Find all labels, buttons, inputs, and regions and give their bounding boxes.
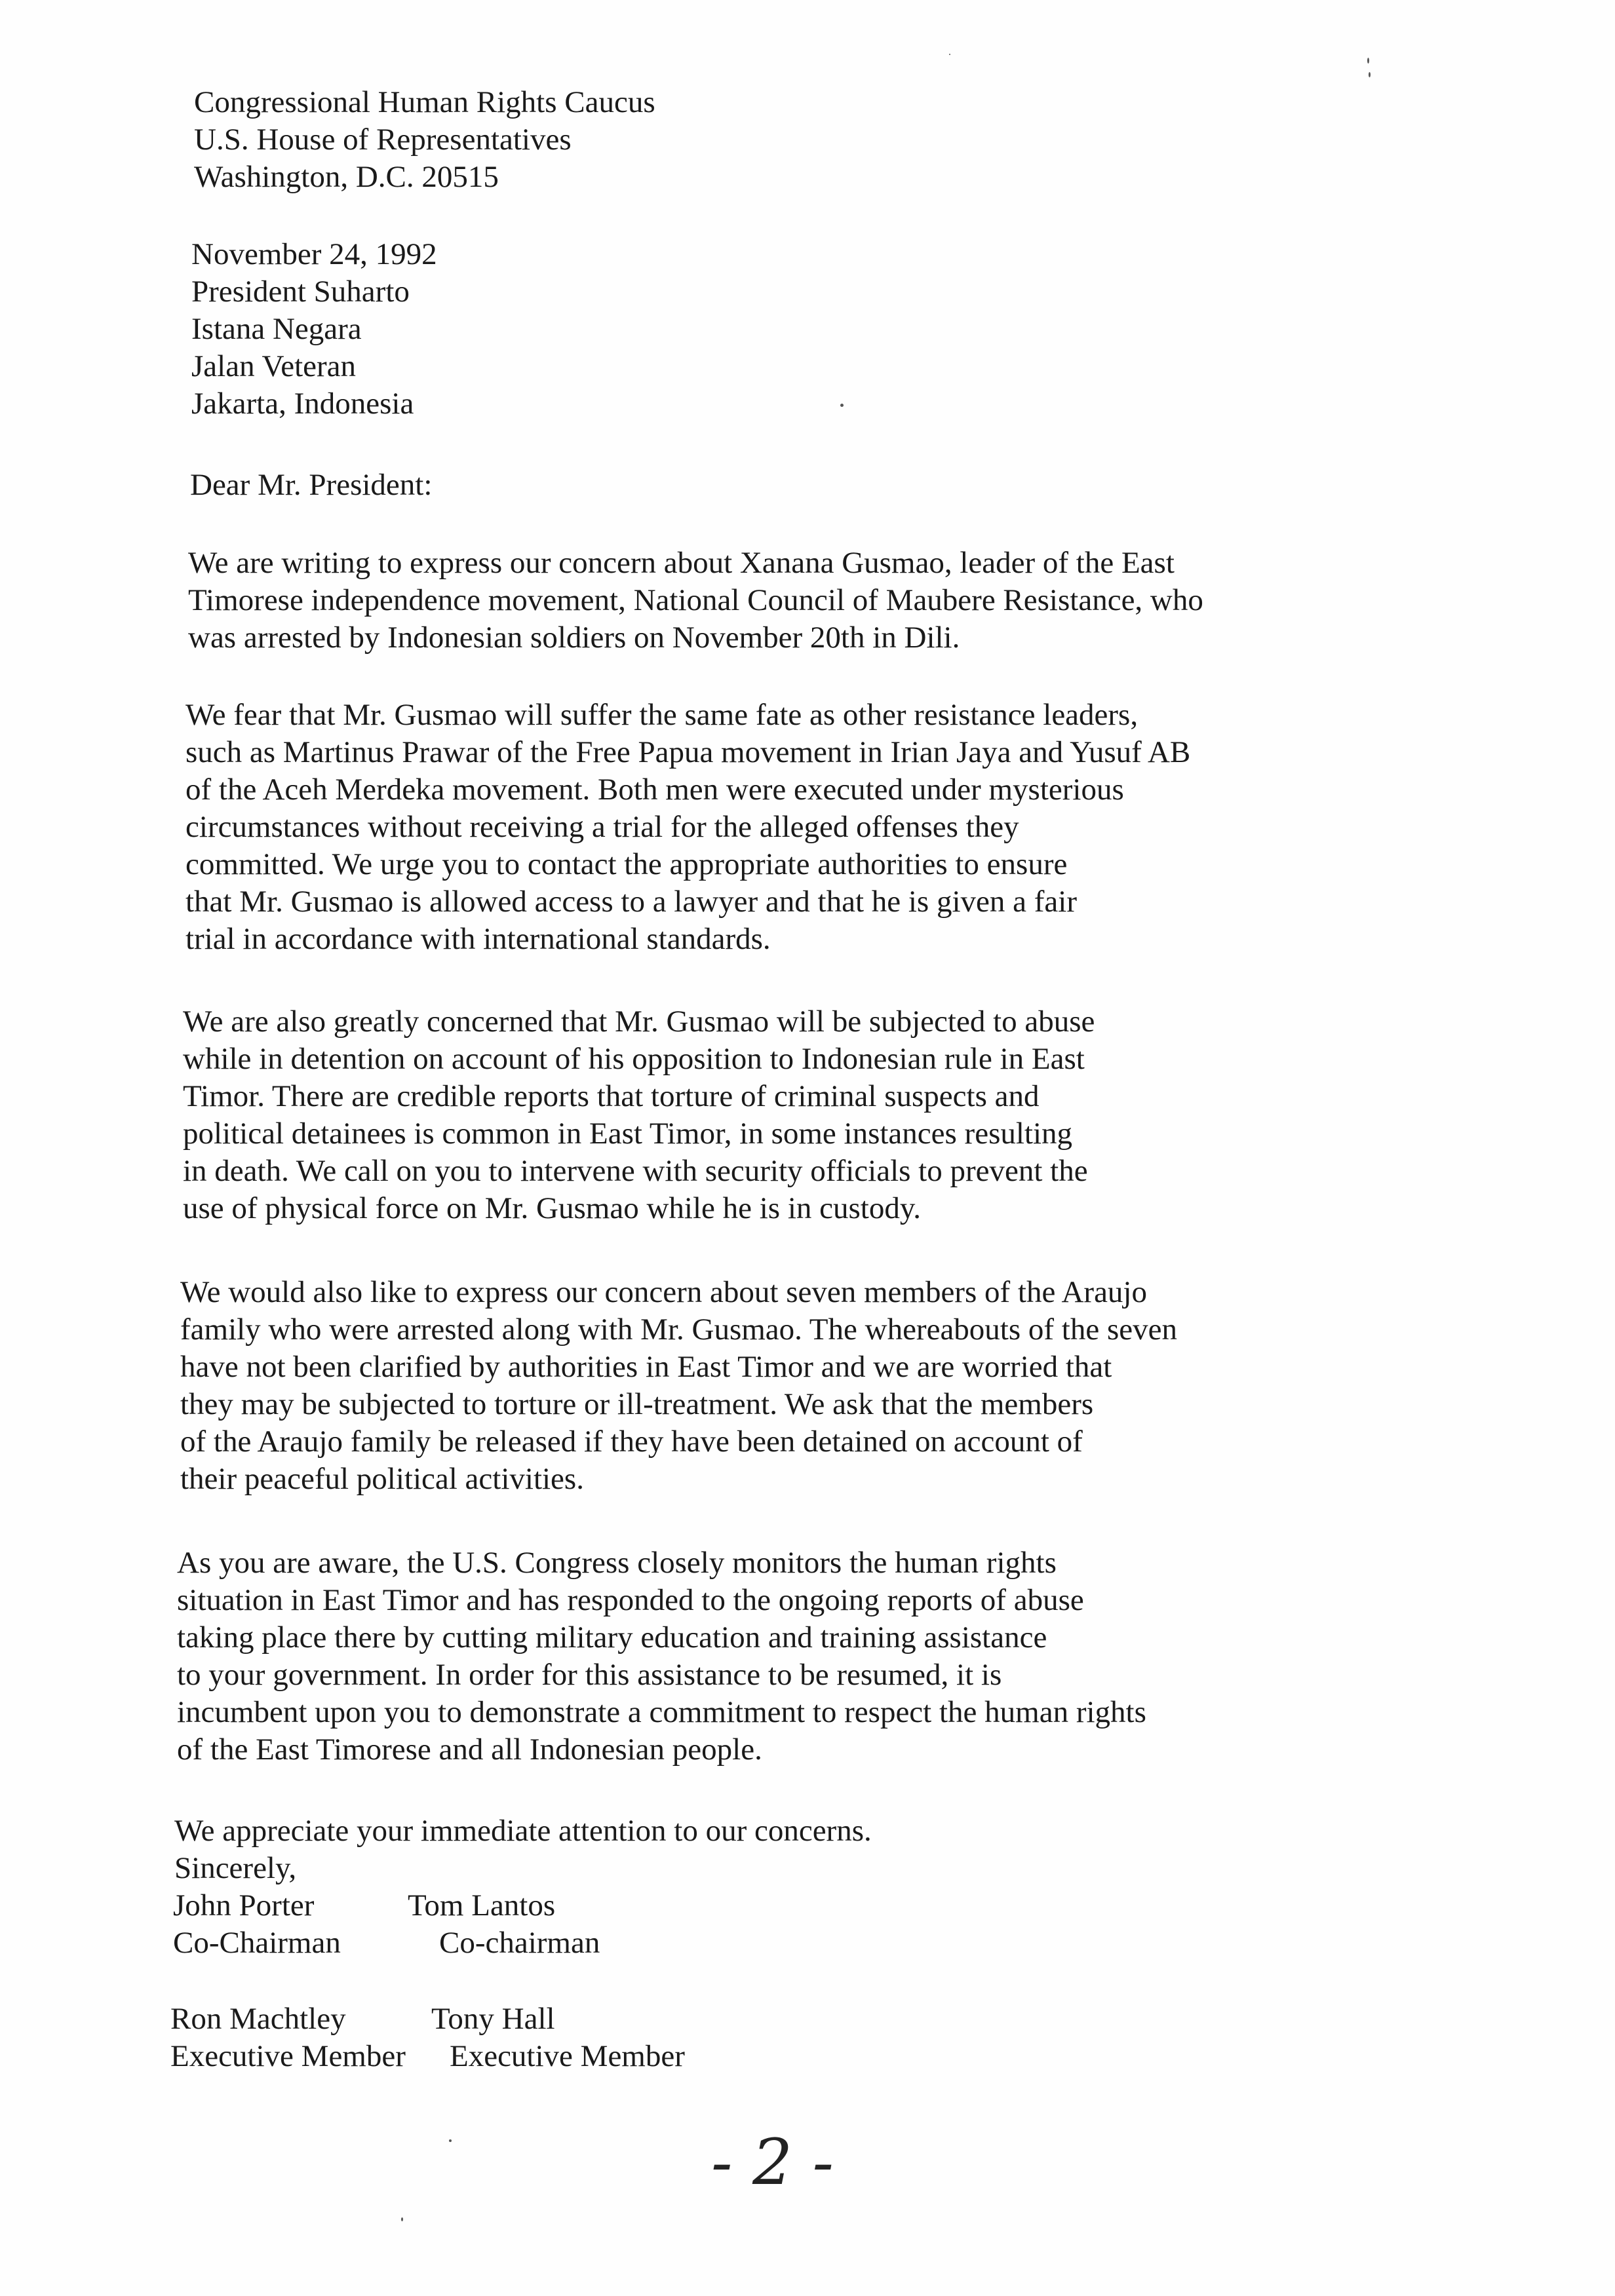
paragraph-line: that Mr. Gusmao is allowed access to a lawyer and that he is given a fair — [185, 885, 1077, 919]
signatory-title: Co-chairman — [439, 1926, 600, 1960]
paragraph-line: of the Aceh Merdeka movement. Both men were executed under mysterious — [185, 773, 1124, 807]
paragraph-line: of the East Timorese and all Indonesian people. — [177, 1732, 762, 1767]
scan-speck — [840, 404, 844, 407]
paragraph-line: have not been clarified by authorities in East Timor and we are worried that — [180, 1350, 1112, 1384]
scan-speck — [449, 2139, 452, 2142]
paragraph-line: their peaceful political activities. — [180, 1462, 584, 1496]
recipient-line: Jakarta, Indonesia — [191, 387, 414, 421]
signatories-row-2 — [170, 2000, 891, 2075]
signatory-name: John Porter — [173, 1888, 315, 1923]
paragraph-line: such as Martinus Prawar of the Free Papua movement in Irian Jaya and Yusuf AB — [185, 735, 1191, 769]
closing-sign-off: Sincerely, — [174, 1851, 297, 1885]
sender-line: Congressional Human Rights Caucus — [194, 85, 655, 119]
paragraph-line: Timor. There are credible reports that torture of criminal suspects and — [183, 1079, 1040, 1113]
signatory-title: Executive Member — [170, 2039, 406, 2073]
paragraph-line: As you are aware, the U.S. Congress closely monitors the human rights — [177, 1546, 1057, 1580]
scan-speck — [949, 54, 950, 55]
paragraph-line: incumbent upon you to demonstrate a commitment to respect the human rights — [177, 1695, 1146, 1729]
paragraph-line: taking place there by cutting military education and training assistance — [177, 1620, 1047, 1655]
page-number: - 2 - — [711, 2126, 834, 2199]
closing — [174, 1812, 872, 1887]
paragraph-line: We would also like to express our concern about seven members of the Araujo — [180, 1275, 1147, 1309]
paragraph-line: they may be subjected to torture or ill-treatment. We ask that the members — [180, 1387, 1094, 1421]
paragraph-line: We are also greatly concerned that Mr. Gusmao will be subjected to abuse — [183, 1004, 1095, 1039]
paragraph-line: political detainees is common in East Timor, in some instances resulting — [183, 1117, 1073, 1151]
scan-speck — [401, 2217, 403, 2221]
letter-date: November 24, 1992 — [191, 237, 437, 271]
signatory-name: Tony Hall — [431, 2002, 555, 2036]
recipient-line: Jalan Veteran — [191, 349, 356, 383]
signatory-name: Tom Lantos — [408, 1888, 556, 1923]
salutation-text: Dear Mr. President: — [190, 468, 433, 502]
sender-line: Washington, D.C. 20515 — [194, 160, 499, 194]
paragraph-line: We fear that Mr. Gusmao will suffer the same fate as other resistance leaders, — [185, 698, 1138, 732]
paragraph-line: family who were arrested along with Mr. Gusmao. The whereabouts of the seven — [180, 1312, 1177, 1347]
paragraph-3 — [183, 1003, 1095, 1227]
scan-speck — [1367, 58, 1369, 64]
recipient-line: Istana Negara — [191, 312, 362, 346]
paragraph-2 — [185, 697, 1190, 958]
signatory-name: Ron Machtley — [170, 2002, 346, 2036]
paragraph-line: in death. We call on you to intervene with security officials to prevent the — [183, 1154, 1088, 1188]
paragraph-1 — [188, 545, 1203, 657]
paragraph-line: trial in accordance with international standards. — [185, 922, 771, 956]
signatory-title: Co-Chairman — [173, 1926, 341, 1960]
paragraph-line: situation in East Timor and has responded to the ongoing reports of abuse — [177, 1583, 1084, 1617]
paragraph-line: We are writing to express our concern about Xanana Gusmao, leader of the East — [188, 546, 1175, 580]
paragraph-line: to your government. In order for this assistance to be resumed, it is — [177, 1658, 1002, 1692]
paragraph-5 — [177, 1544, 1146, 1769]
closing-appreciation: We appreciate your immediate attention to our concerns. — [174, 1814, 872, 1848]
paragraph-line: while in detention on account of his opposition to Indonesian rule in East — [183, 1042, 1085, 1076]
scan-speck — [1369, 72, 1371, 77]
signatories-row-1 — [173, 1887, 894, 1962]
paragraph-line: use of physical force on Mr. Gusmao while he is in custody. — [183, 1191, 922, 1225]
sender-address — [194, 84, 655, 196]
paragraph-line: was arrested by Indonesian soldiers on November 20th in Dili. — [188, 621, 960, 655]
recipient-address — [191, 236, 437, 423]
paragraph-line: circumstances without receiving a trial for the alleged offenses they — [185, 810, 1019, 844]
recipient-line: President Suharto — [191, 275, 410, 309]
paragraph-4 — [180, 1274, 1177, 1498]
paragraph-line: Timorese independence movement, National Council of Maubere Resistance, who — [188, 583, 1203, 617]
salutation — [190, 467, 432, 504]
signatory-title: Executive Member — [450, 2039, 685, 2073]
sender-line: U.S. House of Representatives — [194, 123, 572, 157]
paragraph-line: of the Araujo family be released if they have been detained on account of — [180, 1425, 1083, 1459]
paragraph-line: committed. We urge you to contact the appropriate authorities to ensure — [185, 847, 1068, 881]
